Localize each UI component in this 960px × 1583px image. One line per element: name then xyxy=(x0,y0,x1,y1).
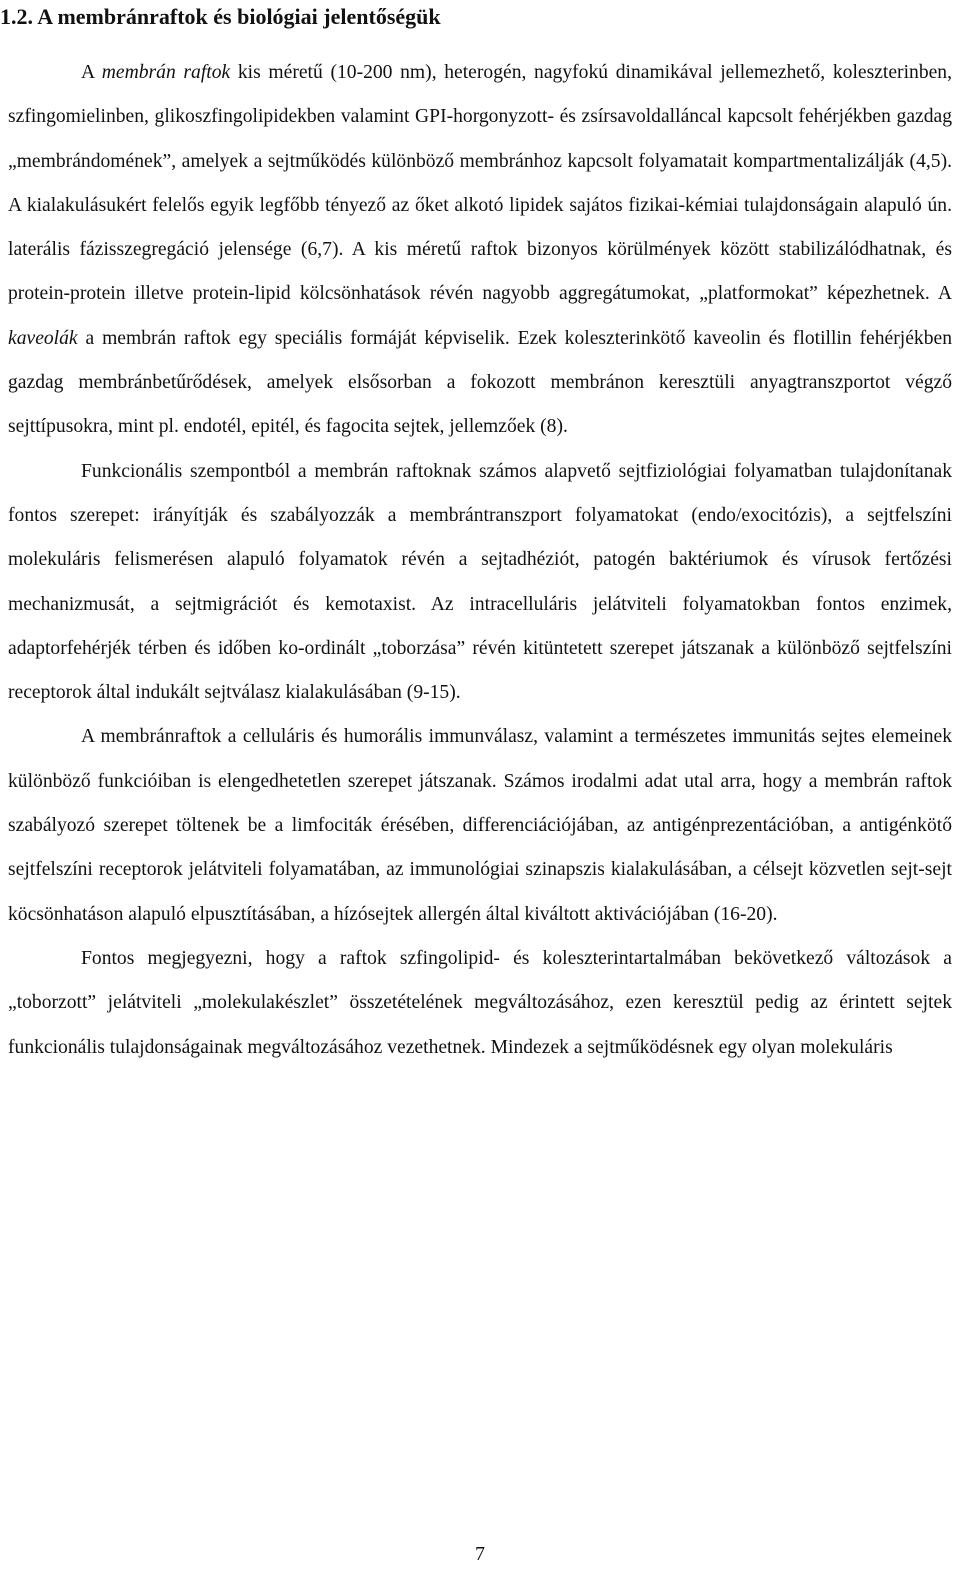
body-text xyxy=(8,51,952,1070)
text-run: kis méretű (10-200 nm), heterogén, nagyfokú dinamikával jellemezhető, koleszterinben, szfingomielinben, glikoszfingolipidekben valamint GPI-horgonyzott- és zsírsavoldalláncal kapcsolt fehérjékben gazdag „membrándomének”, amelyek a sejtműködés különböző membránhoz kapcsolt folyamatait kompartmentalizálják (4,5). A kialakulásukért felelős egyik legfőbb tényező az őket alkotó lipidek sajátos fizikai-kémiai tulajdonságain alapuló ún. laterális fázisszegregáció jelensége (6,7). A kis méretű raftok bizonyos körülmények között stabilizálódhatnak, és protein-protein illetve protein-lipid kölcsönhatások révén nagyobb aggregátumokat, „platformokat” képezhetnek. A xyxy=(8,62,953,305)
section-heading xyxy=(0,2,441,32)
paragraph xyxy=(8,450,952,716)
text-run: A membránraftok a celluláris és humorális immunválasz, valamint a természetes immunitás sejtes elemeinek különböző funkcióiban is elengedhetetlen szerepet játszanak. Számos irodalmi adat utal arra, hogy a membrán raftok szabályozó szerepet töltenek be a limfociták érésében, differenciációjában, az antigénprezentációban, a antigénkötő sejtfelszíni receptorok jelátviteli folyamatában, az immunológiai szinapszis kialakulásában, a célsejt közvetlen sejt-sejt köcsönhatáson alapuló elpusztításában, a hízósejtek allergén által kiváltott aktivációjában (16-20). xyxy=(8,726,952,925)
text-run: Fontos megjegyezni, hogy a raftok szfingolipid- és koleszterintartalmában bekövetkező változások a „toborzott” jelátviteli „molekulakészlet” összetételének megváltozásához, ezen keresztül pedig az érintett sejtek funkcionális tulajdonságainak megváltozásához vezethetnek. Mindezek a sejtműködésnek egy olyan molekuláris xyxy=(8,947,952,1058)
text-run: A xyxy=(81,62,102,83)
text-run: a membrán raftok egy speciális formáját képviselik. Ezek koleszterinkötő kaveolin és flotillin fehérjékben gazdag membránbetűrődések, amelyek elsősorban a fokozott membránon keresztüli anyagtranszportot végző sejttípusokra, mint pl. endotél, epitél, és fagocita sejtek, jellemzőek (8). xyxy=(8,327,952,438)
italic-term: membrán raftok xyxy=(101,62,231,83)
paragraph xyxy=(8,715,952,936)
text-run: Funkcionális szempontból a membrán raftoknak számos alapvető sejtfiziológiai folyamatban tulajdonítanak fontos szerepet: irányítják és szabályozzák a membrántranszport folyamatokat (endo/exocitózis), a sejtfelszíni molekuláris felismerésen alapuló folyamatok révén a sejtadhéziót, patogén baktériumok és vírusok fertőzési mechanizmusát, a sejtmigrációt és kemotaxist. Az intracelluláris jelátviteli folyamatokban fontos enzimek, adaptorfehérjék térben és időben ko-ordinált „toborzása” révén kitüntetett szerepet játszanak a különböző sejtfelszíni receptorok által indukált sejtválasz kialakulásában (9-15). xyxy=(8,460,952,704)
paragraph xyxy=(8,937,952,1070)
section-title: A membránraftok és biológiai jelentőségük xyxy=(37,4,441,29)
page-number: 7 xyxy=(475,1543,485,1565)
section-number: 1.2. xyxy=(0,4,33,29)
italic-term: kaveolák xyxy=(8,327,78,349)
paragraph xyxy=(8,51,952,450)
